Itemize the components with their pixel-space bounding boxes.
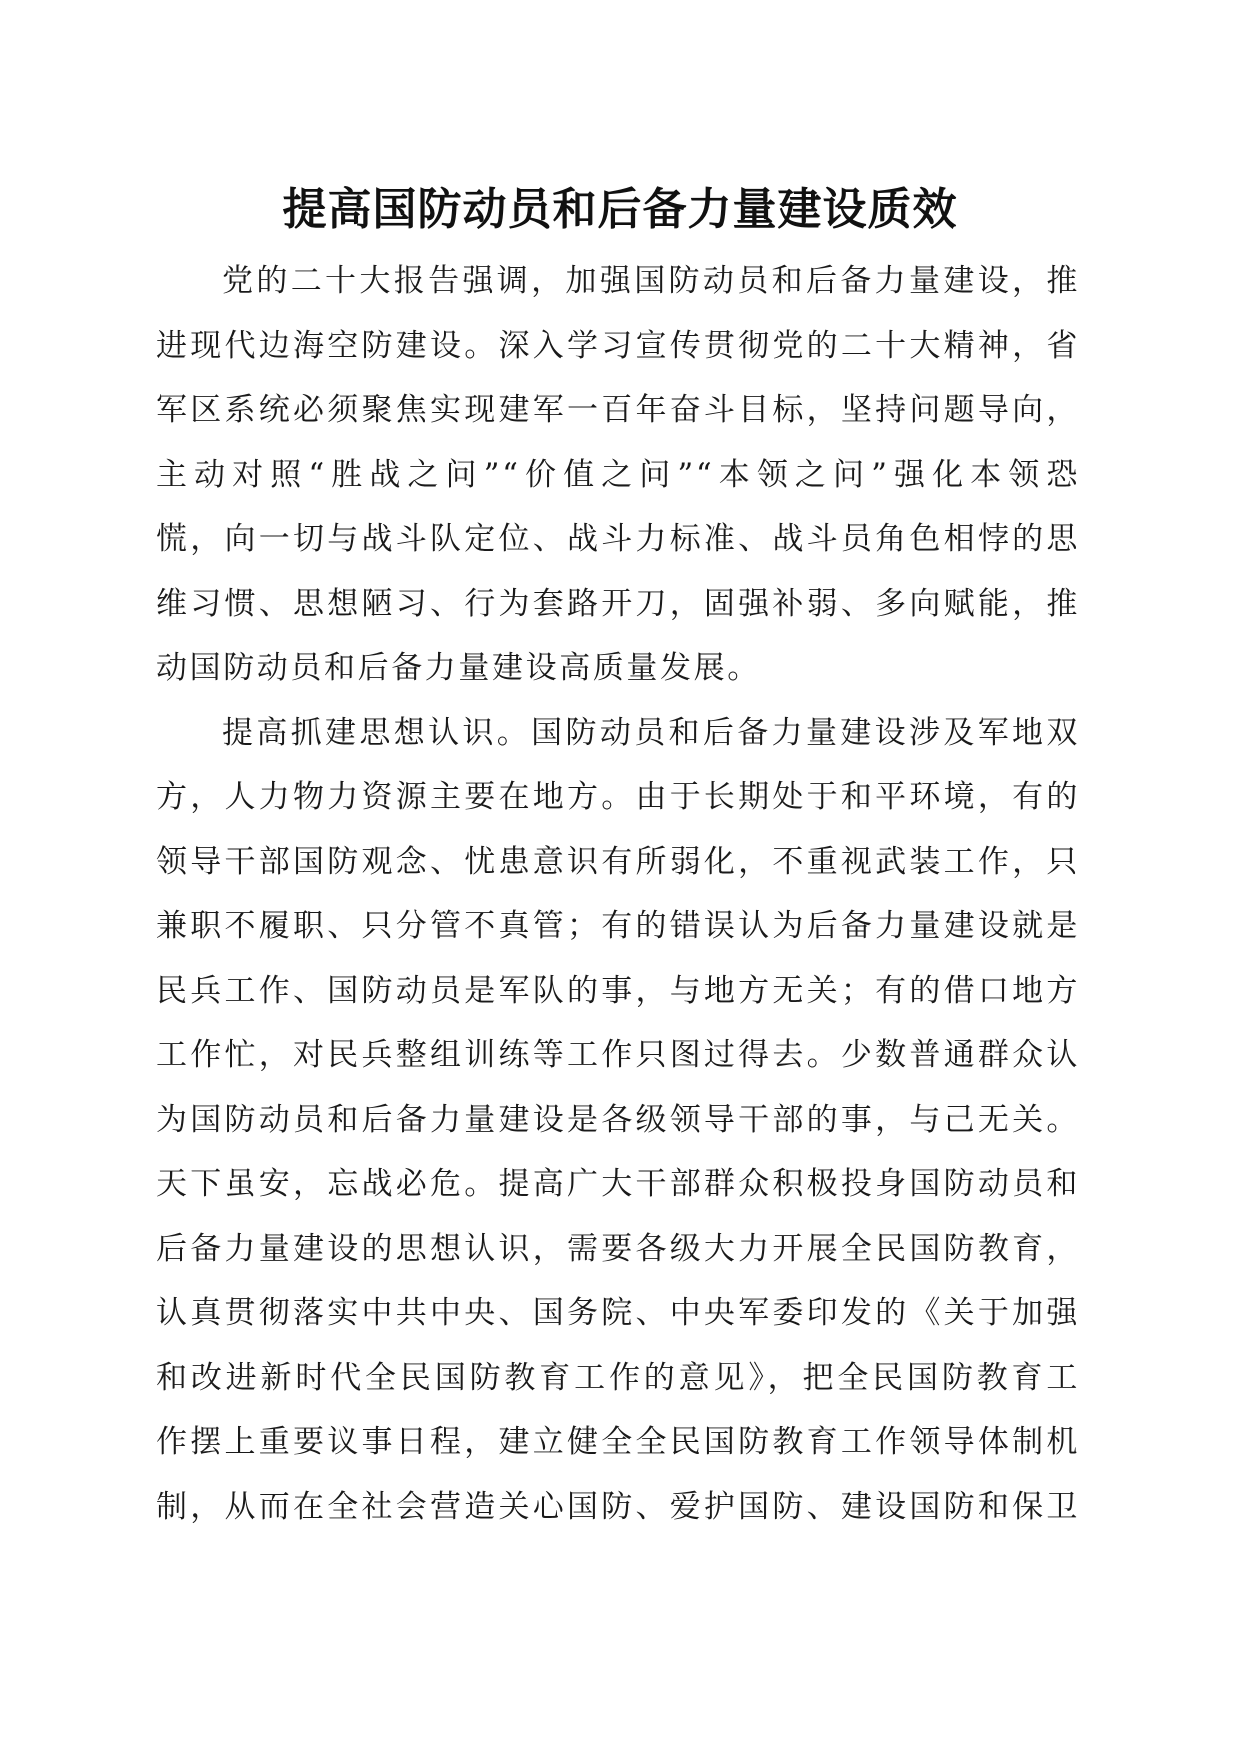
paragraph-line: 领导干部国防观念、忧患意识有所弱化，不重视武装工作，只 — [156, 843, 1080, 880]
paragraph-line: 维习惯、思想陋习、行为套路开刀，固强补弱、多向赋能，推 — [156, 585, 1080, 622]
paragraph-line: 兼职不履职、只分管不真管；有的错误认为后备力量建设就是 — [156, 908, 1080, 944]
paragraph-line: 作摆上重要议事日程，建立健全全民国防教育工作领导体制机 — [156, 1424, 1080, 1460]
paragraph-line: 党的二十大报告强调，加强国防动员和后备力量建设，推 — [222, 263, 1080, 299]
paragraph-line: 和改进新时代全民国防教育工作的意见》，把全民国防教育工 — [156, 1359, 1080, 1396]
paragraph-line: 军区系统必须聚焦实现建军一百年奋斗目标，坚持问题导向， — [156, 392, 1080, 428]
document-title: 提高国防动员和后备力量建设质效 — [282, 184, 958, 235]
paragraph-line: 方，人力物力资源主要在地方。由于长期处于和平环境，有的 — [156, 779, 1080, 815]
paragraph-line: 民兵工作、国防动员是军队的事，与地方无关；有的借口地方 — [156, 972, 1080, 1009]
paragraph-line: 主动对照“胜战之问”“价值之问”“本领之问”强化本领恐 — [156, 456, 1080, 493]
paragraph-line: 工作忙，对民兵整组训练等工作只图过得去。少数普通群众认 — [156, 1037, 1080, 1073]
paragraph-line: 为国防动员和后备力量建设是各级领导干部的事，与己无关。 — [156, 1101, 1080, 1138]
paragraph-2 — [156, 701, 1080, 1540]
document-body — [156, 249, 1080, 1539]
paragraph-line: 进现代边海空防建设。深入学习宣传贯彻党的二十大精神，省 — [156, 327, 1080, 364]
paragraph-line: 天下虽安，忘战必危。提高广大干部群众积极投身国防动员和 — [156, 1166, 1080, 1202]
paragraph-line: 动国防动员和后备力量建设高质量发展。 — [156, 650, 761, 686]
paragraph-line: 认真贯彻落实中共中央、国务院、中央军委印发的《关于加强 — [156, 1295, 1080, 1331]
paragraph-1 — [156, 249, 1080, 701]
paragraph-line: 提高抓建思想认识。国防动员和后备力量建设涉及军地双 — [222, 714, 1080, 751]
paragraph-line: 后备力量建设的思想认识，需要各级大力开展全民国防教育， — [156, 1230, 1080, 1267]
paragraph-line: 慌，向一切与战斗队定位、战斗力标准、战斗员角色相悖的思 — [156, 521, 1080, 557]
paragraph-line: 制，从而在全社会营造关心国防、爱护国防、建设国防和保卫 — [156, 1488, 1080, 1525]
